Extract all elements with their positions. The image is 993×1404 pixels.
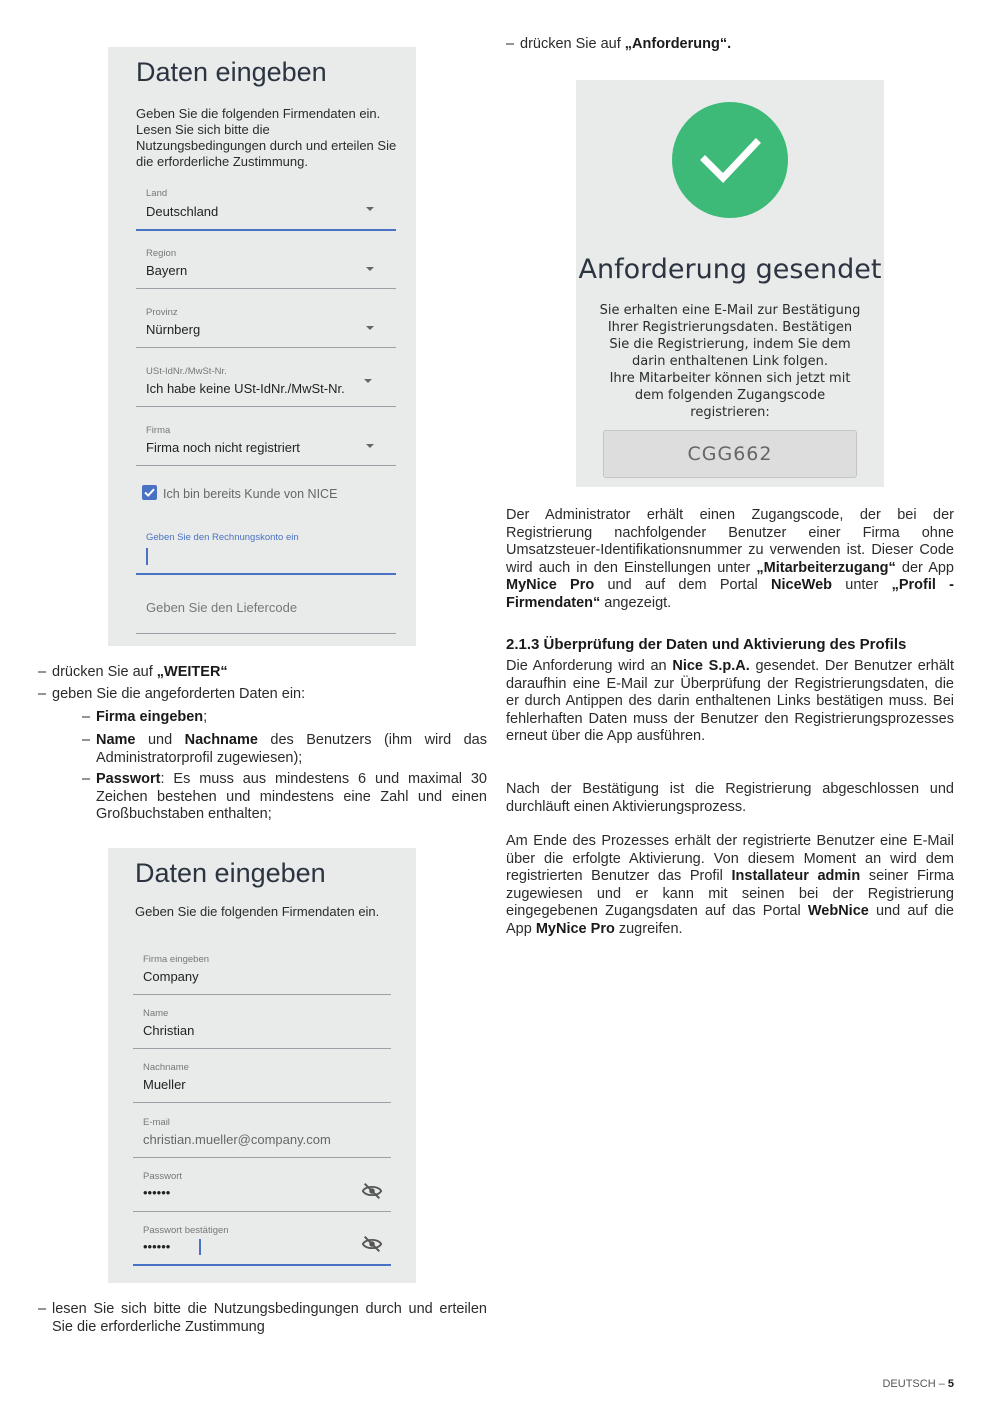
text-cursor: [199, 1239, 201, 1255]
eye-off-icon[interactable]: [361, 1180, 383, 1202]
region-value: Bayern: [146, 263, 188, 278]
form2-screenshot: [108, 848, 416, 1283]
success-circle: [672, 102, 788, 218]
country-select[interactable]: [136, 185, 396, 231]
last-name-label: Nachname: [143, 1062, 189, 1073]
success-title: Anforderung gesendet: [578, 254, 882, 285]
vat-select[interactable]: [136, 363, 396, 407]
province-label: Provinz: [146, 307, 178, 318]
chevron-down-icon[interactable]: [364, 379, 372, 383]
form1-title: Daten eingeben: [136, 57, 327, 87]
billing-account-label: Geben Sie den Rechnungskonto ein: [146, 532, 299, 543]
footer-language: DEUTSCH –: [882, 1378, 948, 1390]
section-paragraph-1: Die Anforderung wird an Nice S.p.A. gesendet. Der Benutzer erhält daraufhin eine E-Mail zur Überprüfung der Registrierungsdaten, die er durch Antippen des darin enthaltenen Links bestätigen muss. Bei fehlerhaften Daten muss der Benutzer den Registrierungsprozesses erneut über die App ausführen.: [506, 658, 955, 744]
eye-off-icon[interactable]: [361, 1233, 383, 1255]
form2-intro: Geben Sie die folgenden Firmendaten ein.: [135, 904, 380, 919]
password-confirm-label: Passwort bestätigen: [143, 1225, 229, 1236]
company-name-input[interactable]: [133, 951, 391, 995]
section-heading: 2.1.3 Überprüfung der Daten und Aktivierung des Profils: [506, 636, 907, 653]
success-screenshot: [576, 80, 884, 487]
email-label: E-mail: [143, 1117, 170, 1128]
delivery-code-input[interactable]: [136, 592, 396, 634]
vat-label: USt-IdNr./MwSt-Nr.: [146, 366, 227, 377]
access-code-paragraph: Der Administrator erhält einen Zugangscode, der bei der Registrierung nachfolgender Benutzer einer Firma ohne Umsatzsteuer-Identifikationsnummer zu verwenden ist. Dieser Code wird auch in den Einstellungen unter „Mitarbeiterzugang“ der App MyNice Pro und auf dem Portal NiceWeb unter „Profil - Firmendaten“ angezeigt.: [506, 507, 954, 611]
text-cursor: [146, 548, 148, 565]
chevron-down-icon[interactable]: [366, 326, 374, 330]
page-footer: [882, 1378, 954, 1390]
sublist-item-password: – Passwort: Es muss aus mindestens 6 und maximal 30 Zeichen bestehen und mindestens eine Zahl und einen Großbuchstaben enthalten;: [82, 771, 487, 822]
province-value: Nürnberg: [146, 322, 201, 337]
email-field[interactable]: [133, 1114, 391, 1158]
email-value: christian.mueller@company.com: [143, 1132, 331, 1147]
company-select[interactable]: [136, 422, 396, 466]
page-number: 5: [947, 1378, 954, 1390]
password-value: ••••••: [143, 1185, 171, 1200]
vat-value: Ich habe keine USt-IdNr./MwSt-Nr.: [146, 381, 345, 396]
access-code: CGG662: [687, 443, 773, 465]
country-value: Deutschland: [146, 204, 219, 219]
region-label: Region: [146, 248, 177, 259]
company-value: Firma noch nicht registriert: [146, 440, 300, 455]
password-confirm-value: ••••••: [143, 1239, 171, 1254]
delivery-code-placeholder: Geben Sie den Liefercode: [146, 600, 298, 615]
region-select[interactable]: [136, 245, 396, 289]
password-label: Passwort: [143, 1171, 183, 1182]
form1-screenshot: [108, 47, 416, 646]
billing-account-input[interactable]: [136, 531, 396, 575]
access-code-box[interactable]: [603, 430, 857, 478]
company-label: Firma: [146, 425, 171, 436]
section-paragraph-2: Nach der Bestätigung ist die Registrierung abgeschlossen und durchläuft einen Aktivierungsprozess.: [506, 781, 954, 815]
section-paragraph-3: Am Ende des Prozesses erhält der registrierte Benutzer eine E-Mail über die erfolgte Aktivierung. Von diesem Moment an wird dem registrierten Benutzer das Profil Installateur admin seiner Firma zugewiesen und er kann mit seinen bei der Registrierung eingegebenen Zugangsdaten auf das Portal WebNice und auf die App MyNice Pro zugreifen.: [506, 833, 954, 937]
password-input[interactable]: [133, 1168, 391, 1212]
password-confirm-input[interactable]: [133, 1222, 391, 1266]
country-label: Land: [146, 188, 168, 199]
chevron-down-icon[interactable]: [366, 444, 374, 448]
first-name-input[interactable]: [133, 1005, 391, 1049]
first-name-value: Christian: [143, 1023, 195, 1038]
form2-title: Daten eingeben: [135, 858, 326, 888]
success-message: Sie erhalten eine E-Mail zur Bestätigung Ihrer Registrierungsdaten. Bestätigen Sie die Registrierung, indem Sie dem darin enthaltenen Link folgen. Ihre Mitarbeiter können sich jetzt mit dem folgenden Zugangscode registrieren:: [599, 303, 861, 420]
list-item-request: – drücken Sie auf „Anforderung“.: [506, 36, 732, 52]
form1-intro: Geben Sie die folgenden Firmendaten ein. Lesen Sie sich bitte die Nutzungsbedingungen durch und erteilen Sie die erforderliche Zustimmung.: [136, 106, 397, 169]
list-item-terms: – lesen Sie sich bitte die Nutzungsbedingungen durch und erteilen Sie die erforderliche Zustimmung: [38, 1301, 487, 1335]
first-name-label: Name: [143, 1008, 169, 1019]
checkmark-icon: [672, 102, 788, 218]
company-name-value: Company: [143, 969, 199, 984]
sublist-item-name: – Name und Nachname des Benutzers (ihm wird das Administratorprofil zugewiesen);: [82, 732, 487, 766]
last-name-value: Mueller: [143, 1077, 186, 1092]
existing-customer-label: Ich bin bereits Kunde von NICE: [163, 487, 338, 501]
province-select[interactable]: [136, 304, 396, 348]
list-item-enter-data: – geben Sie die angeforderten Daten ein:: [38, 686, 306, 702]
chevron-down-icon[interactable]: [366, 207, 374, 211]
sublist-item-company: – Firma eingeben;: [82, 709, 208, 725]
existing-customer-checkbox[interactable]: [142, 485, 157, 500]
chevron-down-icon[interactable]: [366, 267, 374, 271]
last-name-input[interactable]: [133, 1059, 391, 1103]
company-name-label: Firma eingeben: [143, 954, 210, 965]
list-item-weiter: – drücken Sie auf „WEITER“: [38, 664, 228, 680]
checkmark-icon: [142, 485, 157, 500]
